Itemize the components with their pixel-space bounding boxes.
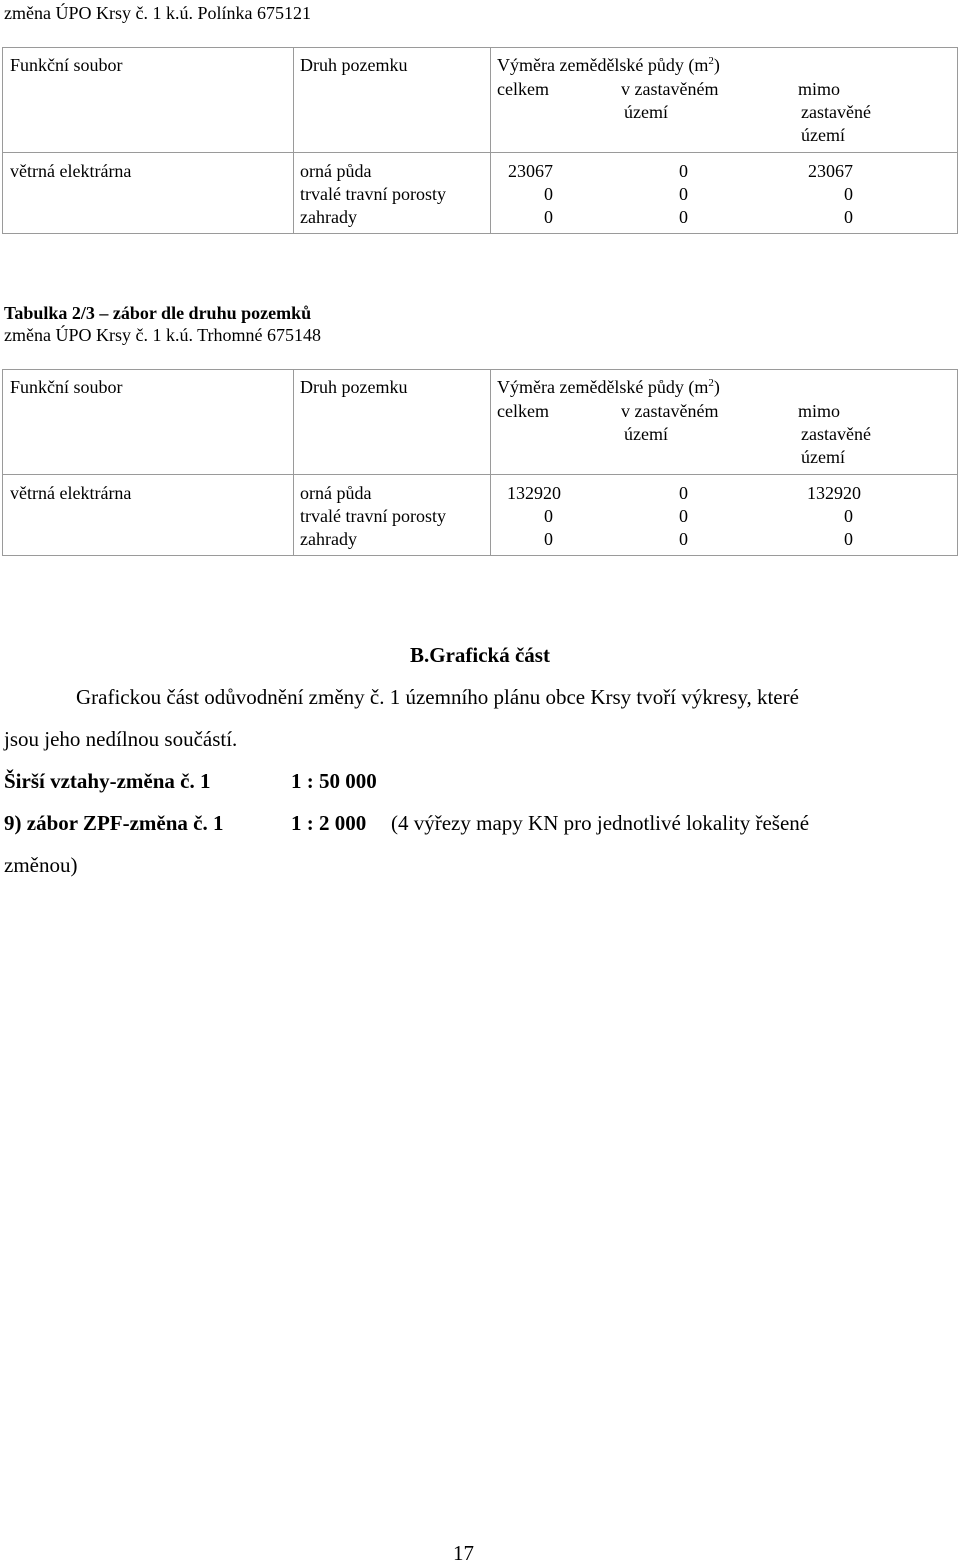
drawing-note-2: (4 výřezy mapy KN pro jednotlivé lokality řešené [391, 811, 810, 835]
celkem-0: 132920 [507, 483, 561, 503]
header-func: Funkční soubor [10, 377, 123, 397]
vzast-2: 0 [679, 207, 688, 227]
subtitle-location-2: změna ÚPO Krsy č. 1 k.ú. Trhomné 675148 [4, 325, 321, 345]
header-vymera: Výměra zemědělské půdy $(m^2)$ [497, 377, 720, 397]
vzast-1: 0 [679, 506, 688, 526]
header-celkem: celkem [497, 401, 549, 421]
header-mimo-3: území [801, 447, 845, 467]
header-func: Funkční soubor [10, 55, 123, 75]
header-druh: Druh pozemku [300, 55, 408, 75]
paragraph-line-1: Grafickou část odůvodnění změny č. 1 územního plánu obce Krsy tvoří výkresy, které [76, 685, 799, 709]
paragraph-line-2: jsou jeho nedílnou součástí. [4, 727, 238, 751]
mimo-1: 0 [844, 506, 853, 526]
celkem-2: 0 [544, 529, 553, 549]
drawing-scale-2: 1 : 2 000 [291, 811, 367, 835]
celkem-0: 23067 [508, 161, 553, 181]
page-number: 17 [453, 1541, 474, 1565]
row-druh-1: trvalé travní porosty [300, 184, 446, 204]
celkem-1: 0 [544, 506, 553, 526]
land-table-1 [2, 47, 958, 234]
mimo-0: 132920 [807, 483, 861, 503]
row-func: větrná elektrárna [10, 161, 132, 181]
vzast-2: 0 [679, 529, 688, 549]
header-mimo-1: mimo [798, 79, 841, 99]
header-vzast-2: území [624, 424, 668, 444]
drawing-name-1: Širší vztahy-změna č. 1 [4, 769, 211, 793]
row-druh-2: zahrady [300, 207, 357, 227]
mimo-0: 23067 [808, 161, 853, 181]
vzast-0: 0 [679, 483, 688, 503]
row-druh-1: trvalé travní porosty [300, 506, 446, 526]
drawing-scale-1: 1 : 50 000 [291, 769, 377, 793]
header-mimo-1: mimo [798, 401, 841, 421]
header-vzast-1: v zastavěném [621, 401, 719, 421]
land-table-2 [2, 369, 958, 556]
header-celkem: celkem [497, 79, 549, 99]
drawing-name-2: 9) zábor ZPF-změna č. 1 [4, 811, 224, 835]
vzast-1: 0 [679, 184, 688, 204]
celkem-1: 0 [544, 184, 553, 204]
row-druh-0: orná půda [300, 483, 372, 503]
header-druh: Druh pozemku [300, 377, 408, 397]
row-func: větrná elektrárna [10, 483, 132, 503]
mimo-2: 0 [844, 207, 853, 227]
row-druh-2: zahrady [300, 529, 357, 549]
header-vzast-2: území [624, 102, 668, 122]
table2-caption: Tabulka 2/3 – zábor dle druhu pozemků [4, 303, 312, 323]
header-vymera: Výměra zemědělské půdy $(m^2)$ [497, 55, 720, 75]
header-vzast-1: v zastavěném [621, 79, 719, 99]
drawing-note-2-cont: změnou) [4, 853, 78, 877]
row-druh-0: orná půda [300, 161, 372, 181]
header-mimo-2: zastavěné [801, 102, 871, 122]
celkem-2: 0 [544, 207, 553, 227]
header-mimo-2: zastavěné [801, 424, 871, 444]
section-title: B.Grafická část [410, 643, 550, 667]
subtitle-location-1: změna ÚPO Krsy č. 1 k.ú. Polínka 675121 [4, 3, 311, 23]
vzast-0: 0 [679, 161, 688, 181]
mimo-2: 0 [844, 529, 853, 549]
mimo-1: 0 [844, 184, 853, 204]
header-mimo-3: území [801, 125, 845, 145]
